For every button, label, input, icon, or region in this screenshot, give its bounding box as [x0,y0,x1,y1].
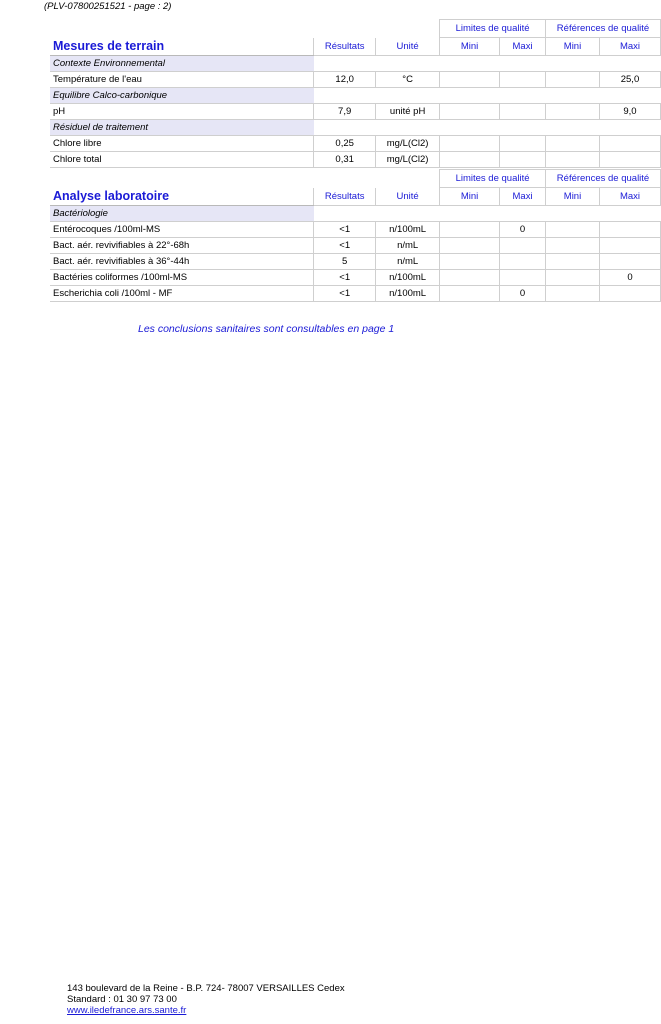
result-value: 5 [314,254,376,270]
section-row [50,88,661,104]
limites-maxi-header: Maxi [500,38,546,56]
document-reference: (PLV-07800251521 - page : 2) [44,1,172,12]
limite-maxi-value [500,238,546,254]
result-value: <1 [314,270,376,286]
limite-mini-value [440,136,500,152]
section-title: Analyse laboratoire [50,188,314,206]
parameter-name: pH [50,104,314,120]
section-row [50,206,661,222]
section-row [50,56,661,72]
limites-maxi-header: Maxi [500,188,546,206]
unit-value: n/100mL [376,286,440,302]
result-value: 7,9 [314,104,376,120]
reference-mini-value [546,254,600,270]
table-row [50,152,661,168]
limite-mini-value [440,286,500,302]
reference-mini-value [546,286,600,302]
header-group-row [50,20,661,38]
unit-value: °C [376,72,440,88]
reference-maxi-value [599,152,660,168]
reference-maxi-value [599,238,660,254]
limite-maxi-value [500,72,546,88]
unit-value: n/mL [376,254,440,270]
section-row-fill [314,88,661,104]
reference-maxi-value [599,286,660,302]
result-value: 0,31 [314,152,376,168]
parameter-name: Bact. aér. revivifiables à 22°-68h [50,238,314,254]
unit-value: mg/L(Cl2) [376,136,440,152]
reference-maxi-value [599,254,660,270]
unit-value: n/100mL [376,222,440,238]
references-qualite-header: Références de qualité [546,20,661,38]
references-qualite-header: Références de qualité [546,170,661,188]
reference-maxi-value: 0 [599,270,660,286]
reference-maxi-value: 25,0 [599,72,660,88]
section-row-fill [314,206,661,222]
footer-address: 143 boulevard de la Reine - B.P. 724- 78007 VERSAILLES Cedex [67,983,345,994]
table-row [50,254,661,270]
limite-maxi-value [500,254,546,270]
limite-maxi-value [500,152,546,168]
reference-mini-value [546,136,600,152]
limite-maxi-value: 0 [500,222,546,238]
reference-mini-value [546,238,600,254]
reference-maxi-value [599,136,660,152]
reference-mini-value [546,104,600,120]
references-maxi-header: Maxi [599,38,660,56]
result-value: 12,0 [314,72,376,88]
limite-mini-value [440,72,500,88]
parameter-name: Température de l'eau [50,72,314,88]
references-mini-header: Mini [546,188,600,206]
table-row [50,270,661,286]
column-header-row [50,38,661,56]
section-name: Equilibre Calco-carbonique [50,88,314,104]
footer-phone: Standard : 01 30 97 73 00 [67,994,177,1005]
limites-mini-header: Mini [440,38,500,56]
result-value: <1 [314,286,376,302]
section-title: Mesures de terrain [50,38,314,56]
limites-qualite-header: Limites de qualité [440,20,546,38]
table-row [50,286,661,302]
limite-mini-value [440,238,500,254]
resultats-header: Résultats [314,188,376,206]
limites-mini-header: Mini [440,188,500,206]
parameter-name: Chlore libre [50,136,314,152]
section-row [50,120,661,136]
limite-mini-value [440,254,500,270]
footer [67,983,345,1016]
analyse-laboratoire-table [50,169,661,302]
unit-value: mg/L(Cl2) [376,152,440,168]
header-group-row [50,170,661,188]
conclusion-note: Les conclusions sanitaires sont consultables en page 1 [138,323,395,335]
limite-mini-value [440,104,500,120]
parameter-name: Escherichia coli /100ml - MF [50,286,314,302]
limite-mini-value [440,270,500,286]
limite-mini-value [440,222,500,238]
mesures-terrain-table [50,19,661,168]
parameter-name: Bactéries coliformes /100ml-MS [50,270,314,286]
unit-value: n/100mL [376,270,440,286]
parameter-name: Bact. aér. revivifiables à 36°-44h [50,254,314,270]
references-maxi-header: Maxi [599,188,660,206]
result-value: <1 [314,222,376,238]
table-row [50,136,661,152]
limite-mini-value [440,152,500,168]
references-mini-header: Mini [546,38,600,56]
result-value: 0,25 [314,136,376,152]
resultats-header: Résultats [314,38,376,56]
reference-mini-value [546,270,600,286]
unite-header: Unité [376,38,440,56]
column-header-row [50,188,661,206]
limite-maxi-value [500,104,546,120]
unite-header: Unité [376,188,440,206]
table-row [50,104,661,120]
limite-maxi-value: 0 [500,286,546,302]
reference-mini-value [546,222,600,238]
table-row [50,72,661,88]
parameter-name: Chlore total [50,152,314,168]
unit-value: n/mL [376,238,440,254]
footer-website-link[interactable]: www.iledefrance.ars.sante.fr [67,1005,187,1016]
section-row-fill [314,120,661,136]
table-row [50,238,661,254]
table-row [50,222,661,238]
limite-maxi-value [500,136,546,152]
unit-value: unité pH [376,104,440,120]
section-name: Bactériologie [50,206,314,222]
reference-mini-value [546,152,600,168]
limite-maxi-value [500,270,546,286]
reference-maxi-value [599,222,660,238]
reference-mini-value [546,72,600,88]
section-name: Contexte Environnemental [50,56,314,72]
section-row-fill [314,56,661,72]
section-name: Résiduel de traitement [50,120,314,136]
reference-maxi-value: 9,0 [599,104,660,120]
result-value: <1 [314,238,376,254]
parameter-name: Entérocoques /100ml-MS [50,222,314,238]
limites-qualite-header: Limites de qualité [440,170,546,188]
